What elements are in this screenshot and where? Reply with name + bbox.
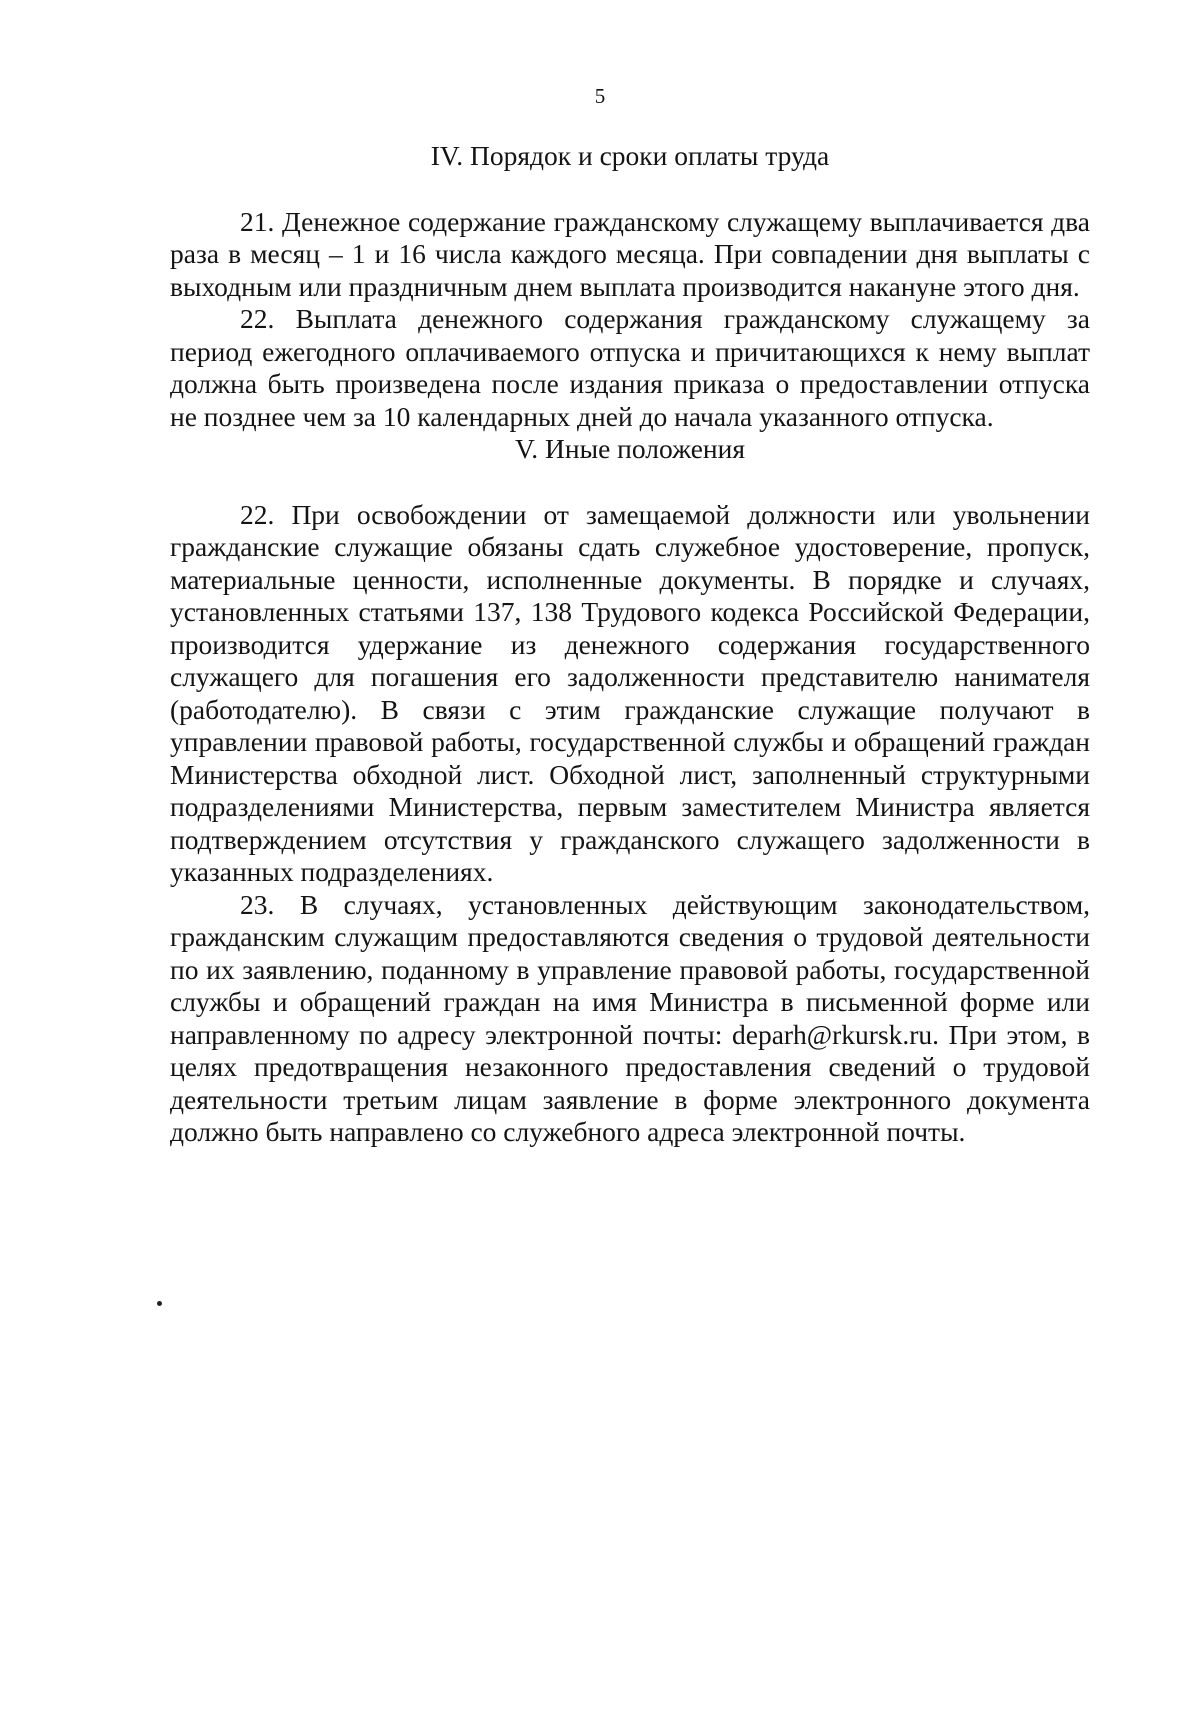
section-4-heading: IV. Порядок и сроки оплаты труда [430, 140, 830, 171]
section-5-heading: V. Иные положения [514, 433, 746, 464]
paragraph-21: 21. Денежное содержание гражданскому служащему выплачивается два раза в месяц – 1 и 16 числа каждого месяца. При совпадении дня выплаты с выходным или праздничным днем выплата производится накануне этого дня. [170, 205, 1090, 302]
paragraph-22-dismissal: 22. При освобождении от замещаемой должности или увольнении гражданские служащие обязаны сдать служебное удостоверение, пропуск, материальные ценности, исполненные документы. В порядке и случаях, установленных статьями 137, 138 Трудового кодекса Российской Федерации, производится удержание из денежного содержания государственного служащего для погашения его задолженности представителю нанимателя (работодателю). В связи с этим гражданские служащие получают в управлении правовой работы, государственной службы и обращений граждан Министерства обходной лист. Обходной лист, заполненный структурными подразделениями Министерства, первым заместителем Министра является подтверждением отсутствия у гражданского служащего задолженности в указанных подразделениях. [170, 498, 1090, 887]
paragraph-23: 23. В случаях, установленных действующим законодательством, гражданским служащим предоставляются сведения о трудовой деятельности по их заявлению, поданному в управление правовой работы, государственной службы и обращений граждан на имя Министра в письменной форме или направленному по адресу электронной почты: deparh@rkursk.ru. При этом, в целях предотвращения незаконного предоставления сведений о трудовой деятельности третьим лицам заявление в форме электронного документа должно быть направлено со служебного адреса электронной почты. [170, 888, 1090, 1147]
document-body [170, 140, 1090, 1149]
paragraph-22-payment: 22. Выплата денежного содержания гражданскому служащему за период ежегодного оплачиваемого отпуска и причитающихся к нему выплат должна быть произведена после издания приказа о предоставлении отпуска не позднее чем за 10 календарных дней до начала указанного отпуска. [170, 303, 1090, 432]
page-number: 5 [594, 84, 606, 108]
scan-speck [157, 1301, 162, 1306]
